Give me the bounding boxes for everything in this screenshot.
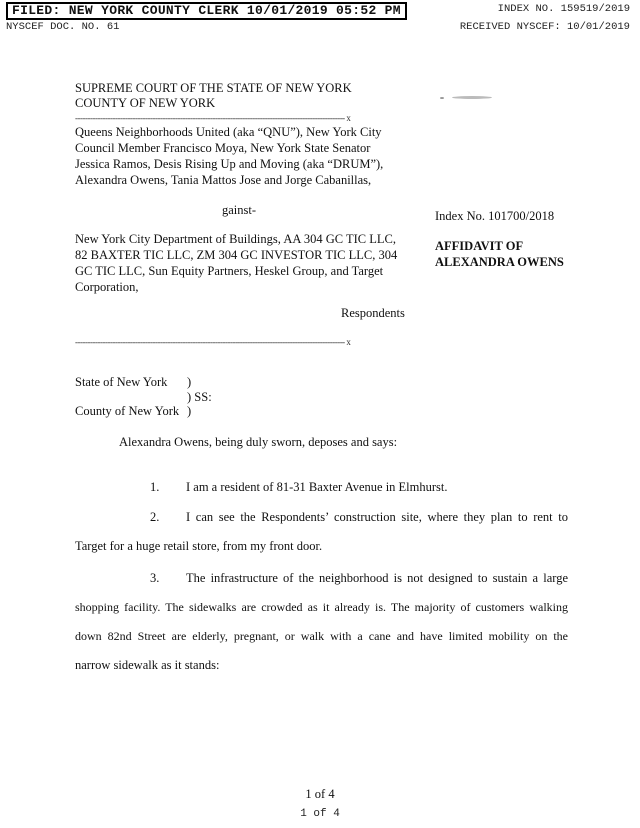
page-number: 1 of 4 (305, 787, 335, 801)
paragraph-text: The infrastructure of the neighborhood is not designed to sustain a large (186, 571, 568, 585)
paragraph-text: shopping facility. The sidewalks are crowded as it already is. The majority of customers walking (75, 600, 568, 614)
index-number-header: INDEX NO. 159519/2019 (497, 3, 630, 15)
case-index-number: Index No. 101700/2018 (435, 209, 555, 223)
venue-paren: ) (187, 404, 192, 418)
respondents-label: Respondents (341, 306, 405, 320)
petitioners-block (75, 124, 383, 188)
petitioners-line: Jessica Ramos, Desis Rising Up and Moving (aka “DRUM”), (75, 157, 384, 171)
nyscef-doc-number: NYSCEF DOC. NO. 61 (6, 21, 120, 33)
scan-smudge (452, 96, 492, 99)
caption-divider-bottom: ------------------------------------------------------------------------------------------------------------ x (75, 337, 351, 347)
filed-stamp: FILED: NEW YORK COUNTY CLERK 10/01/2019 05:52 PM (6, 2, 407, 20)
document-title-line1: AFFIDAVIT OF (435, 239, 524, 253)
respondents-line: Corporation, (75, 280, 139, 294)
respondents-block (75, 231, 397, 295)
paragraph-text: down 82nd Street are elderly, pregnant, or walk with a cane and have limited mobility on the (75, 629, 568, 643)
against-label: gainst- (222, 203, 257, 217)
petitioners-line: Queens Neighborhoods United (aka “QNU”), New York City (75, 125, 382, 139)
court-name: SUPREME COURT OF THE STATE OF NEW YORK (75, 81, 352, 95)
paragraph-text: I can see the Respondents’ construction site, where they plan to rent to (186, 510, 568, 524)
caption-divider-top: ------------------------------------------------------------------------------------------------------------ x (75, 113, 351, 123)
respondents-line: GC TIC LLC, Sun Equity Partners, Heskel Group, and Target (75, 264, 384, 278)
venue-county: County of New York (75, 404, 180, 418)
paragraph-number: 1. (150, 480, 160, 494)
paragraph-text: I am a resident of 81-31 Baxter Avenue in Elmhurst. (186, 480, 448, 494)
petitioners-line: Alexandra Owens, Tania Mattos Jose and Jorge Cabanillas, (75, 173, 372, 187)
venue-state: State of New York (75, 375, 168, 389)
paragraph-number: 2. (150, 510, 160, 524)
respondents-line: 82 BAXTER TIC LLC, ZM 304 GC INVESTOR TIC LLC, 304 (75, 248, 398, 262)
paragraph-text: Target for a huge retail store, from my front door. (75, 539, 323, 553)
footer-page-number: 1 of 4 (300, 808, 340, 820)
paragraph-text: narrow sidewalk as it stands: (75, 658, 220, 672)
venue-ss: ) SS: (187, 390, 212, 404)
paragraph-number: 3. (150, 571, 160, 585)
respondents-line: New York City Department of Buildings, AA 304 GC TIC LLC, (75, 232, 396, 246)
document-title-line2: ALEXANDRA OWENS (435, 255, 564, 269)
received-nyscef: RECEIVED NYSCEF: 10/01/2019 (459, 21, 630, 33)
court-county: COUNTY OF NEW YORK (75, 96, 216, 110)
affidavit-intro: Alexandra Owens, being duly sworn, deposes and says: (119, 435, 398, 449)
venue-paren: ) (187, 375, 192, 389)
petitioners-line: Council Member Francisco Moya, New York State Senator (75, 141, 371, 155)
scan-speck (440, 97, 444, 99)
